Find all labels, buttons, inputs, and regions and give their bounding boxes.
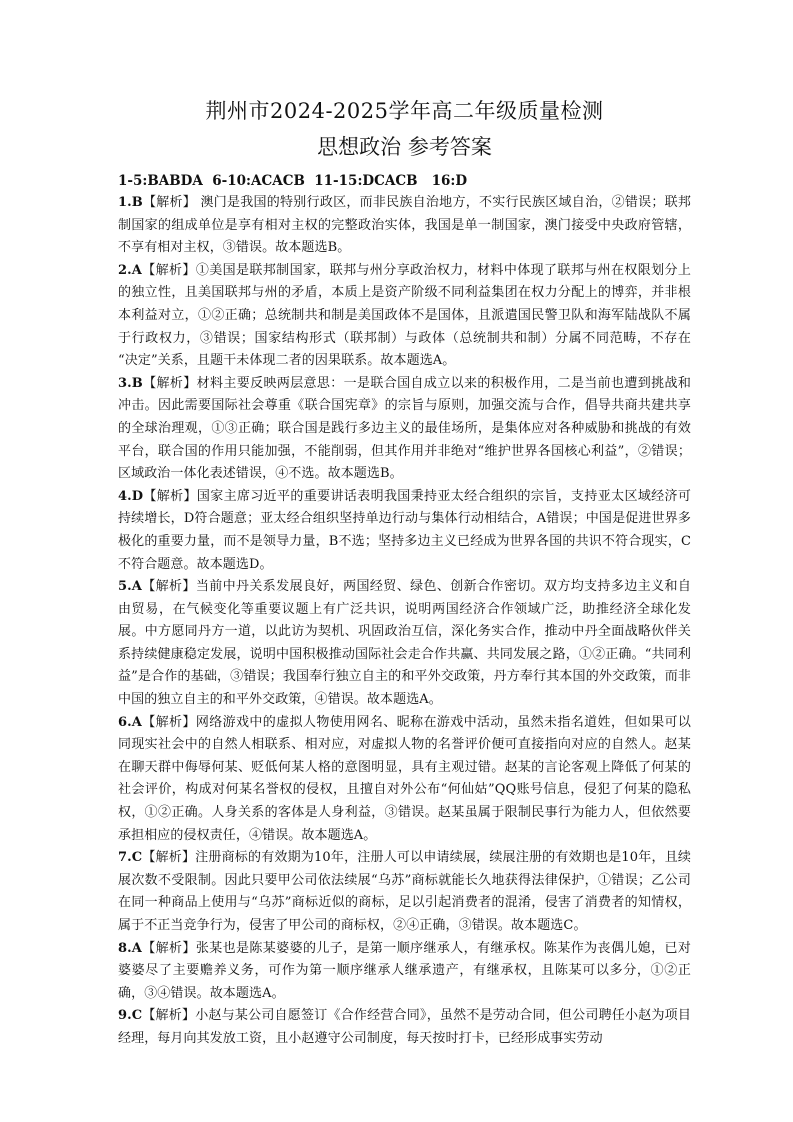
- item-number: 3.B: [118, 375, 143, 391]
- document-subtitle: 思想政治 参考答案: [317, 135, 492, 159]
- item-number: 2.A: [118, 262, 142, 278]
- answer-item-5: [118, 576, 691, 712]
- item-number: 8.A: [118, 940, 142, 956]
- item-tag: 【解析】: [141, 579, 196, 595]
- answer-item-4: [118, 486, 691, 576]
- answer-item-8: [118, 938, 691, 1006]
- item-number: 1.B: [118, 195, 143, 210]
- item-text: 注册商标的有效期为10年，注册人可以申请续展，续展注册的有效期也是10年，且续展次数不受限制。因此只要甲公司依法续展“乌苏”商标就能长久地获得法律保护，①错误；乙公司在同一种商品上使用与“乌苏”商标近似的商标，足以引起消费者的混淆，侵害了消费者的知情权，属于不正当竞争行为，侵害了甲公司的商标权，②④正确，③错误。故本题选C。: [118, 850, 691, 933]
- item-tag: 【解析】: [142, 375, 197, 391]
- answer-item-9: [118, 1005, 691, 1050]
- item-text: 网络游戏中的虚拟人物使用网名、昵称在游戏中活动，虽然未指名道姓，但如果可以同现实社会中的自然人相联系、相对应，对虚拟人物的名誉评价便可直接指向对应的自然人。赵某在聊天群中侮辱何某、贬低何某人格的意图明显，具有主观过错。赵某的言论客观上降低了何某的社会评价，构成对何某名誉权的侵权，且擅自对外公布“何仙姑”QQ账号信息，侵犯了何某的隐私权，①②正确。人身关系的客体是人身利益，③错误。赵某虽属于限制民事行为能力人，但依然要承担相应的侵权责任，④错误。故本题选A。: [118, 714, 691, 843]
- item-tag: 【解析】: [142, 850, 196, 866]
- item-text: 澳门是我国的特别行政区，而非民族自治地方，不实行民族区域自治，②错误；联邦制国家的组成单位是享有相对主权的完整政治实体，我国是单一制国家，澳门接受中央政府管辖，不享有相对主权，③错误。故本题选B。: [118, 195, 691, 256]
- item-tag: 【解析】: [142, 195, 197, 210]
- answer-item-6: [118, 712, 691, 848]
- answer-key-line: 1-5:BABDA 6-10:ACACB 11-15:DCACB 16:D: [118, 173, 468, 189]
- answer-item-2: [118, 260, 691, 373]
- item-number: 9.C: [118, 1008, 143, 1024]
- item-number: 7.C: [118, 850, 143, 866]
- answer-item-1: [118, 192, 691, 260]
- item-number: 6.A: [118, 714, 142, 730]
- item-tag: 【解析】: [142, 1008, 196, 1024]
- answer-item-7: [118, 847, 691, 937]
- item-tag: 【解析】: [143, 488, 197, 504]
- item-tag: 【解析】: [141, 714, 196, 730]
- item-text: ①美国是联邦制国家，联邦与州分享政治权力，材料中体现了联邦与州在权限划分上的独立性，且美国联邦与州的矛盾，本质上是资产阶级不同利益集团在权力分配上的博弈，并非根本利益对立，①②正确；总统制共和制是美国政体不是国体，且派遣国民警卫队和海军陆战队不属于行政权力，③错误；国家结构形式（联邦制）与政体（总统制共和制）分属不同范畴，不存在 “决定”关系，且题干未体现二者的因果联系。故本题选A。: [118, 262, 691, 369]
- item-number: 5.A: [118, 579, 142, 595]
- item-text: 国家主席习近平的重要讲话表明我国秉持亚太经合组织的宗旨，支持亚太区域经济可持续增长，D符合题意；亚太经合组织坚持单边行动与集体行动相结合，A错误；中国是促进世界多极化的重要力量，而不是领导力量，B不选；坚持多边主义已经成为世界各国的共识不符合现实，C不符合题意。故本题选D。: [118, 488, 692, 572]
- item-text: 当前中丹关系发展良好，两国经贸、绿色、创新合作密切。双方均支持多边主义和自由贸易，在气候变化等重要议题上有广泛共识，说明两国经济合作领域广泛，助推经济全球化发展。中方愿同丹方一道，以此访为契机、巩固政治互信，深化务实合作，推动中丹全面战略伙伴关系持续健康稳定发展，说明中国积极推动国际社会走合作共赢、共同发展之路，①②正确。“共同利益”是合作的基础，③错误；我国奉行独立自主的和平外交政策，丹方奉行其本国的外交政策，而非中国的独立自主的和平外交政策，④错误。故本题选A。: [118, 579, 691, 708]
- answer-item-3: [118, 373, 691, 486]
- document-title: 荆州市2024-2025学年高二年级质量检测: [205, 99, 604, 123]
- item-number: 4.D: [118, 488, 144, 504]
- item-tag: 【解析】: [141, 940, 196, 956]
- item-text: 小赵与某公司自愿签订《合作经营合同》，虽然不是劳动合同，但公司聘任小赵为项目经理，每月向其发放工资，且小赵遵守公司制度，每天按时打卡，已经形成事实劳动: [118, 1008, 691, 1046]
- item-text: 张某也是陈某婆婆的儿子，是第一顺序继承人，有继承权。陈某作为丧偶儿媳，已对婆婆尽了主要赡养义务，可作为第一顺序继承人继承遗产，有继承权，且陈某可以多分，①②正确，③④错误。故本题选A。: [118, 940, 691, 1001]
- item-text: 材料主要反映两层意思：一是联合国自成立以来的积极作用，二是当前也遭到挑战和冲击。因此需要国际社会尊重《联合国宪章》的宗旨与原则，加强交流与合作，倡导共商共建共享的全球治理观，①③正确；联合国是践行多边主义的最佳场所，是集体应对各种威胁和挑战的有效平台，联合国的作用只能加强，不能削弱，但其作用并非绝对“维护世界各国核心利益”，②错误；区域政治一体化表述错误，④不选。故本题选B。: [118, 375, 691, 482]
- item-tag: 【解析】: [141, 262, 196, 278]
